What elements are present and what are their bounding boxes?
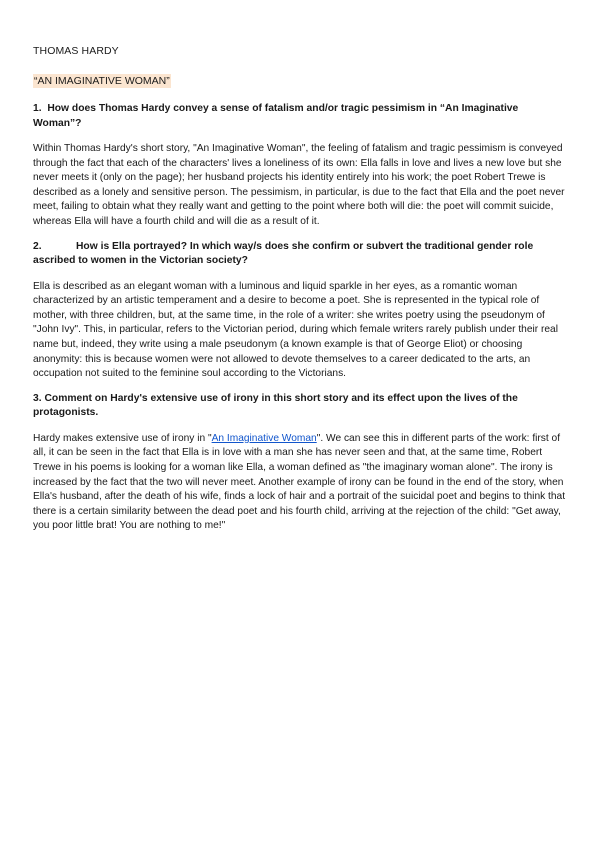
question-1 (33, 102, 567, 131)
question-3-number: 3. (33, 392, 42, 404)
answer-3-text-before: Hardy makes extensive use of irony in " (33, 432, 212, 444)
document-page (33, 44, 567, 544)
author-heading: THOMAS HARDY (33, 45, 119, 57)
question-1-text: How does Thomas Hardy convey a sense of fatalism and/or tragic pessimism in “An Imaginative Woman”? (33, 103, 519, 129)
question-2-text: How is Ella portrayed? In which way/s does she confirm or subvert the traditional gender role ascribed to women in the Victorian society? (33, 240, 534, 267)
answer-3-text-after: ". We can see this in different parts of the work: first of all, it can be seen in the fact that Ella is in love with a man she has never seen and that, at the same time, Robert Trewe in his poems is looking for a woman like Ella, a woman defined as "the imaginary woman alone". The irony is increased by the fact that the two will never meet. Another example of irony can be found in the end of the story, when Ella's husband, after the death of his wife, finds a lock of hair and a portrait of the suicidal poet and begins to think that there is a certain similarity between the dead poet and his fourth child, arriving at the rejection of the child: "Get away, you poor little brat! You are nothing to me!" (33, 432, 566, 532)
title-wrapper (33, 71, 567, 102)
story-title-link[interactable]: An Imaginative Woman (211, 432, 317, 444)
question-3 (33, 392, 567, 421)
answer-2: Ella is described as an elegant woman with a luminous and liquid sparkle in her eyes, as a romantic woman characterized by an artistic temperament and a desire to become a poet. She is represented in the typical role of mother, with three children, but, at the same time, in the role of a writer: she writes poetry using the pseudonym of "John Ivy". This, in particular, refers to the Victorian period, during which female writers rarely publish under their real name but, indeed, they write using a male pseudonym (a known example is that of George Eliot) or choosing anonymity: this is because women were not allowed to devote themselves to a career dedicated to the arts, an occupation not suited to the feminine soul according to the Victorians. (33, 280, 558, 380)
question-3-text: Comment on Hardy's extensive use of irony in this short story and its effect upon the lives of the protagonists. (33, 392, 518, 419)
question-1-number: 1. (33, 103, 42, 114)
answer-1: Within Thomas Hardy's short story, "An Imaginative Woman", the feeling of fatalism and tragic pessimism is conveyed through the fact that each of the characters' lives a loneliness of its own: Ella falls in love and lives a new love but she never meets it (only on the page); her husband projects his identity entirely into his work; the poet Robert Trewe is described as a lonely and sensitive person. The pessimism, in particular, is due to the fact that Ella and the poet never meet, failing to obtain what they really want and getting to the point where both will die: the poet will commit suicide, whereas Ella will have a fourth child and will die as a result of it. (33, 143, 565, 227)
answer-3 (33, 432, 567, 534)
question-2 (33, 240, 567, 269)
story-title: “AN IMAGINATIVE WOMAN” (34, 75, 170, 87)
question-2-number: 2. (33, 240, 42, 252)
